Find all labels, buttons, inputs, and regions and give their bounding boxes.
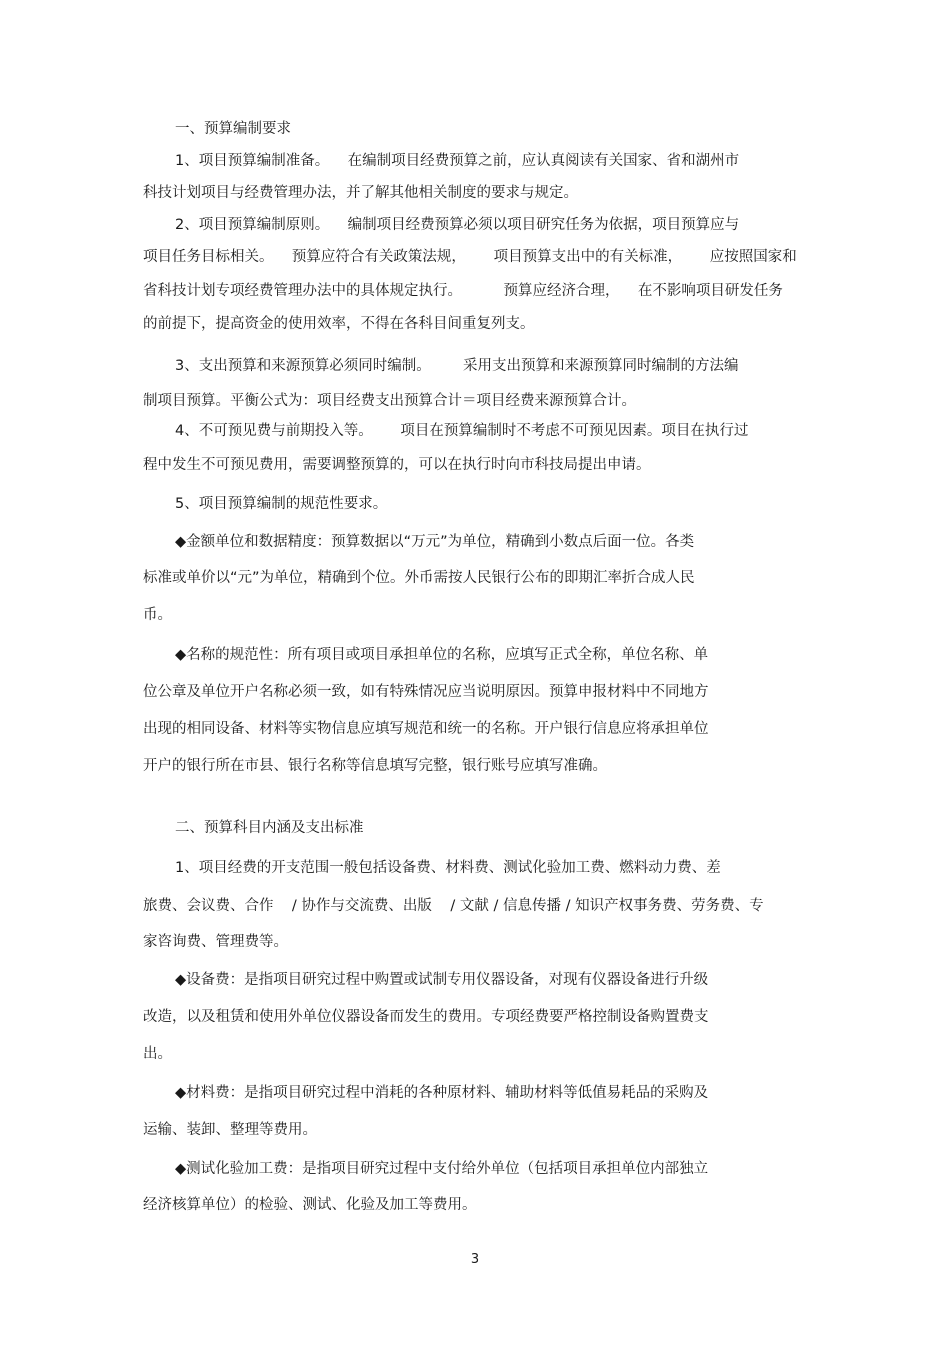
paragraph-line: 出。 [143,1046,172,1062]
paragraph-line: 1、项目预算编制准备。 在编制项目经费预算之前，应认真阅读有关国家、省和湖州市 [175,153,740,169]
paragraph-line: 4、不可预见费与前期投入等。 项目在预算编制时不考虑不可预见因素。项目在执行过 [175,423,749,439]
paragraph-line: 项目任务目标相关。 预算应符合有关政策法规， 项目预算支出中的有关标准， 应按照国家和 [143,249,797,265]
paragraph-line: 出现的相同设备、材料等实物信息应填写规范和统一的名称。开户银行信息应将承担单位 [143,721,709,737]
paragraph-line: 程中发生不可预见费用，需要调整预算的，可以在执行时向市科技局提出申请。 [143,457,651,473]
paragraph-line: ◆金额单位和数据精度：预算数据以“万元”为单位，精确到小数点后面一位。各类 [175,534,695,550]
paragraph-line: ◆材料费：是指项目研究过程中消耗的各种原材料、辅助材料等低值易耗品的采购及 [175,1085,709,1101]
paragraph-line: 5、项目预算编制的规范性要求。 [175,496,388,512]
paragraph-line: 运输、装卸、整理等费用。 [143,1122,317,1138]
paragraph-line: ◆名称的规范性：所有项目或项目承担单位的名称，应填写正式全称，单位名称、单 [175,647,709,663]
paragraph-line: 制项目预算。平衡公式为：项目经费支出预算合计＝项目经费来源预算合计。 [143,393,636,409]
paragraph-line: 科技计划项目与经费管理办法，并了解其他相关制度的要求与规定。 [143,185,578,201]
paragraph-line: 的前提下，提高资金的使用效率，不得在各科目间重复列支。 [143,316,535,332]
paragraph-line: 省科技计划专项经费管理办法中的具体规定执行。 预算应经济合理， 在不影响项目研发任务 [143,283,783,299]
paragraph-line: 位公章及单位开户名称必须一致，如有特殊情况应当说明原因。预算申报材料中不同地方 [143,684,709,700]
paragraph-line: 1、项目经费的开支范围一般包括设备费、材料费、测试化验加工费、燃料动力费、差 [175,860,721,876]
section-heading-1: 一、预算编制要求 [175,121,291,137]
section-heading-2: 二、预算科目内涵及支出标准 [175,820,364,836]
paragraph-line: 开户的银行所在市县、银行名称等信息填写完整，银行账号应填写准确。 [143,758,607,774]
paragraph-line: 3、支出预算和来源预算必须同时编制。 采用支出预算和来源预算同时编制的方法编 [175,358,739,374]
paragraph-line: 改造，以及租赁和使用外单位仪器设备而发生的费用。专项经费要严格控制设备购置费支 [143,1009,709,1025]
paragraph-line: 币。 [143,607,172,623]
paragraph-line: 标准或单价以“元”为单位，精确到个位。外币需按人民银行公布的即期汇率折合成人民 [143,570,695,586]
paragraph-line: 家咨询费、管理费等。 [143,934,288,950]
paragraph-line: ◆测试化验加工费：是指项目研究过程中支付给外单位（包括项目承担单位内部独立 [175,1161,709,1177]
paragraph-line: 2、项目预算编制原则。 编制项目经费预算必须以项目研究任务为依据，项目预算应与 [175,217,740,233]
paragraph-line: 旅费、会议费、合作 / 协作与交流费、出版 / 文献 / 信息传播 / 知识产权事务费、劳务费、专 [143,898,764,914]
paragraph-line: 经济核算单位）的检验、测试、化验及加工等费用。 [143,1197,477,1213]
paragraph-line: ◆设备费：是指项目研究过程中购置或试制专用仪器设备，对现有仪器设备进行升级 [175,972,709,988]
page-number: 3 [470,1252,480,1267]
